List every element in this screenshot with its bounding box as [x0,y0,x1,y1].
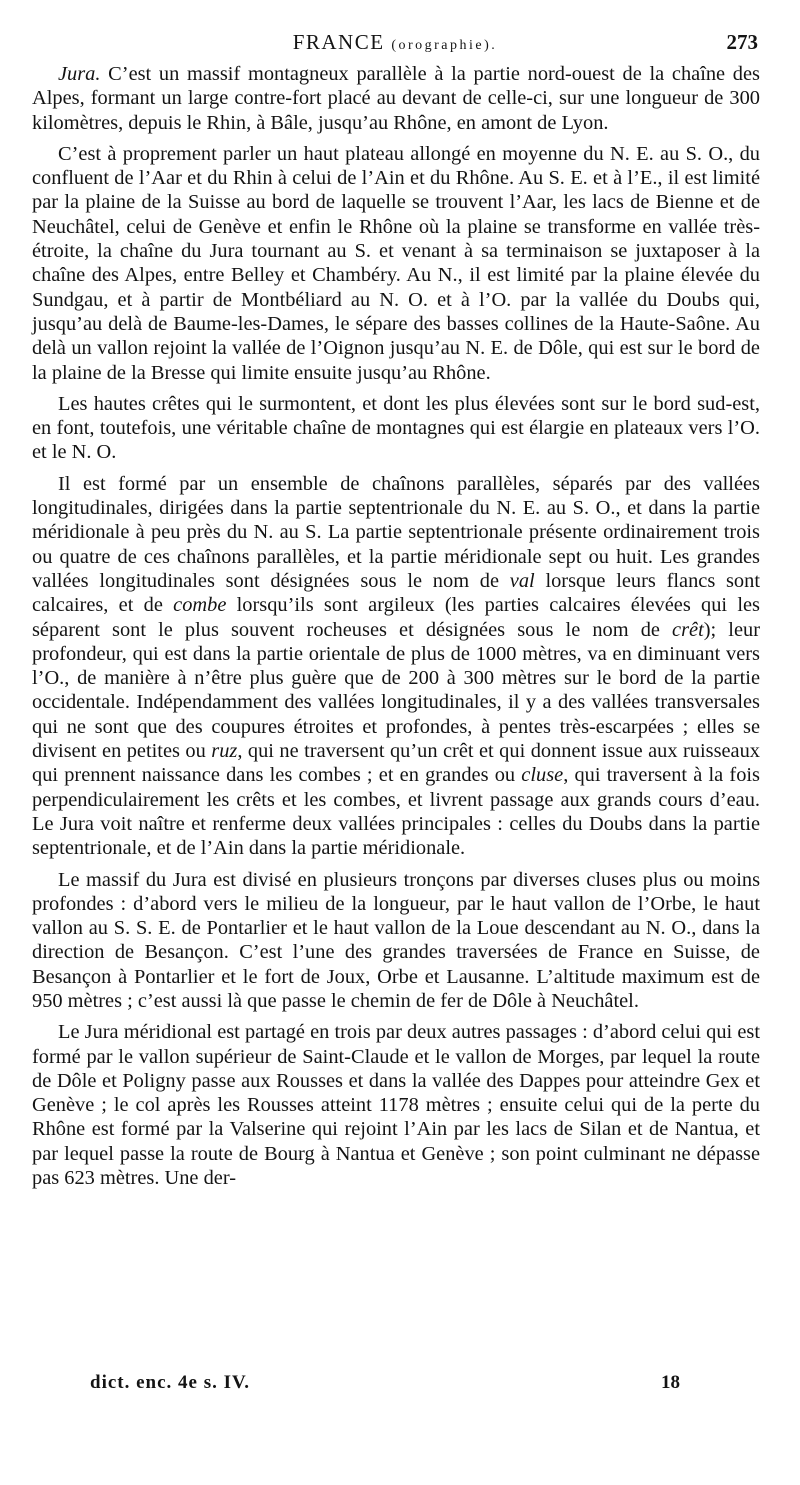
italic-term: ruz [211,740,238,763]
text-run: C’est à proprement parler un haut plateau allongé en moyenne du N. E. au S. O., du confluent de l’Aar et du Rhin à celui de l’Ain et du Rhône. Au S. E. et à l’E., il est limité par la plaine de la Suisse au bord de laquelle se trouvent l’Aar, les lacs de Bienne et de Neuchâtel, celui de Genève et enfin le Rhône où la plaine se transforme en vallée très-étroite, la chaîne du Jura tournant au S. et venant à sa terminaison se juxtaposer à la chaîne des Alpes, entre Belley et Chambéry. Au N., il est limité par la plaine élevée du Sundgau, et à partir de Montbéliard au N. O. et à l’O. par la vallée du Doubs qui, jusqu’au delà de Baume-les-Dames, le sépare des basses collines de la Haute-Saône. Au delà un vallon rejoint la vallée de l’Oignon jusqu’au N. E. de Dôle, qui est sur le bord de la plaine de la Bresse qui limite ensuite jusqu’au Rhône. [32,142,760,384]
signature-mark: 18 [661,1372,680,1393]
italic-term: cluse [521,764,564,787]
running-title [32,30,758,55]
italic-term: Jura. [58,63,101,85]
text-run: , qui ne traversent qu’un crêt et qui donnent issue aux ruisseaux qui prennent naissance dans les combes ; et en grandes ou [32,740,760,787]
page-number: 273 [726,30,758,54]
italic-term: crêt [672,618,704,641]
text-run: ); leur profondeur, qui est dans la partie orientale de plus de 1000 mètres, va en diminuant vers l’O., de manière à n’être plus guère que de 200 à 300 mètres sur le bord de la partie occidentale. Indépendamment des vallées longitudinales, il y a des vallées transversales qui ne sont que des coupures étroites et profondes, à pentes très-escarpées ; elles se divisent en petites ou [32,618,760,763]
italic-term: val [509,569,535,592]
text-run: Il est formé par un ensemble de chaînons parallèles, séparés par des vallées longitudinales, dirigées dans la partie septentrionale du N. E. au S. O., et dans la partie méridionale à peu près du N. au S. La partie septentrionale présente ordinairement trois ou quatre de ces chaînons parallèles, et la partie méridionale sept ou huit. Les grandes vallées longitudinales sont désignées sous le nom de [32,472,760,592]
text-run: Le massif du Jura est divisé en plusieurs tronçons par diverses cluses plus ou moins profondes : d’abord vers le milieu de la longueur, par le haut vallon de l’Orbe, le haut vallon au S. S. E. de Pontarlier et le haut vallon de la Loue descendant au N. O., dans la direction de Besançon. C’est l’une des grandes traversées de France en Suisse, de Besançon à Pontarlier et le fort de Joux, Orbe et Lausanne. L’altitude maximum est de 950 mètres ; c’est aussi là que passe le chemin de fer de Dôle à Neuchâtel. [32,868,760,1012]
paragraph [32,62,760,135]
italic-term: combe [173,594,227,617]
paragraph [32,472,760,861]
text-run: lorsqu’ils sont argileux (les parties calcaires élevées qui les séparent sont le plus souvent rocheuses et désignées sous le nom de [32,594,760,641]
text-run: , qui traversent à la fois perpendiculairement les crêts et les combes, et livrent passage aux grands cours d’eau. Le Jura voit naître et renferme deux vallées principales : celles du Doubs dans la partie septentrionale, et de l’Ain dans la partie méridionale. [32,764,760,860]
text-run: C’est un massif montagneux parallèle à la partie nord-ouest de la chaîne des Alpes, formant un large contre-fort placé au devant de celle-ci, sur une longueur de 300 kilomètres, depuis le Rhin, à Bâle, jusqu’au Rhône, en amont de Lyon. [32,63,760,134]
running-title-main: FRANCE [292,30,385,54]
paragraph [32,868,760,1014]
text-run: Les hautes crêtes qui le surmontent, et dont les plus élevées sont sur le bord sud-est, en font, toutefois, une véritable chaîne de montagnes qui est élargie en plateaux vers l’O. et le N. O. [32,392,760,464]
article-body [32,62,760,1197]
text-run: lorsque leurs flancs sont calcaires, et de [32,569,760,617]
page-header [32,30,758,60]
page-footer [90,1372,680,1402]
text-run: Le Jura méridional est partagé en trois par deux autres passages : d’abord celui qui est formé par le vallon supérieur de Saint-Claude et le vallon de Morges, par lequel la route de Dôle et Poligny passe aux Rousses et dans la vallée des Dappes pour atteindre Gex et Genève ; le col après les Rousses atteint 1178 mètres ; ensuite celui qui de la perte du Rhône est formé par la Valserine qui rejoint l’Ain par les lacs de Silan et de Nantua, et par lequel passe la route de Bourg à Nantua et Genève ; son point culminant ne dépasse pas 623 mètres. Une der- [32,1021,760,1190]
printer-signature: dict. enc. 4e s. IV. [90,1372,251,1393]
paragraph [32,142,760,385]
running-title-sub: (orographie). [391,38,498,53]
paragraph [32,1020,760,1190]
paragraph [32,392,760,465]
